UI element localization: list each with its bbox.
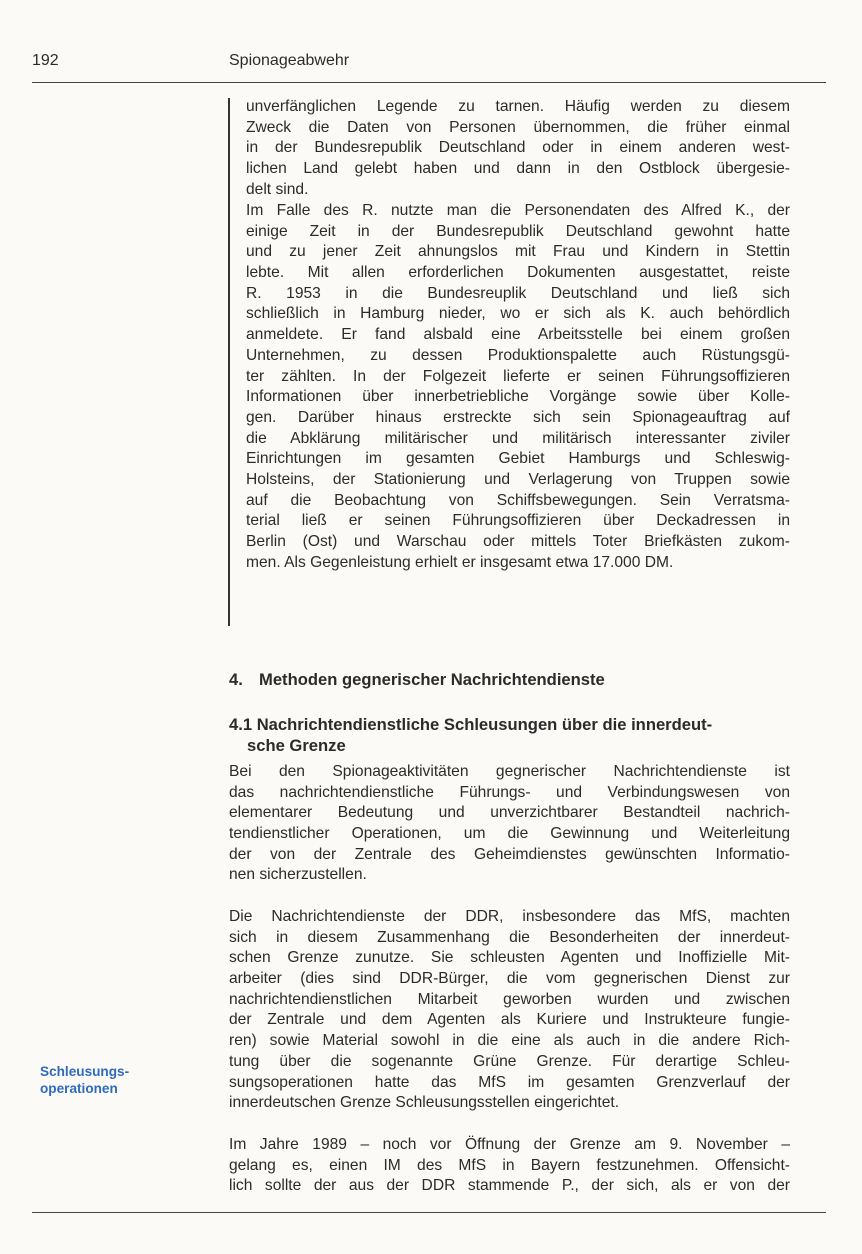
body-paragraph-2	[229, 907, 790, 1114]
text-line: innerdeutschen Grenze Schleusungsstellen eingerichtet.	[229, 1094, 620, 1112]
text-line: arbeiter (dies sind DDR-Bürger, die vom gegnerischen Dienst zur	[229, 970, 790, 988]
subsection-heading	[229, 714, 712, 756]
text-line: lich sollte der aus der DDR stammende P., der sich, als er von der	[229, 1177, 790, 1195]
text-line: Die Nachrichtendienste der DDR, insbesondere das MfS, machten	[229, 908, 790, 925]
text-line: men. Als Gegenleistung erhielt er insgesamt etwa 17.000 DM.	[246, 553, 674, 571]
text-line: Holsteins, der Stationierung und Verlagerung von Truppen sowie	[246, 470, 790, 488]
text-line: unverfänglichen Legende zu tarnen. Häufig werden zu diesem	[246, 98, 790, 115]
margin-note-line-2: operationen	[40, 1081, 118, 1096]
text-line: gen. Darüber hinaus erstreckte sich sein Spionageauftrag auf	[246, 408, 790, 426]
text-line: auf die Beobachtung von Schiffsbewegungen. Sein Verratsma-	[246, 491, 790, 509]
page-number: 192	[32, 52, 59, 69]
text-line: Berlin (Ost) und Warschau oder mittels Toter Briefkästen zukom-	[246, 533, 790, 550]
section-title: Methoden gegnerischer Nachrichtendienste	[259, 670, 605, 689]
section-heading	[229, 670, 605, 690]
text-line: Bei den Spionageaktivitäten gegnerischer Nachrichtendienste ist	[229, 763, 790, 780]
subsection-title-line-2: sche Grenze	[247, 736, 346, 755]
margin-note-line-1: Schleusungs-	[40, 1064, 130, 1079]
text-line: tendienstlicher Operationen, um die Gewinnung und Weiterleitung	[229, 825, 790, 843]
text-line: das nachrichtendienstliche Führungs- und Verbindungswesen von	[229, 783, 790, 801]
text-line: einige Zeit in der Bundesrepublik Deutschland gewohnt hatte	[246, 222, 790, 240]
margin-note	[40, 1063, 129, 1097]
text-line: und zu jener Zeit ahnungslos mit Frau und Kindern in Stettin	[246, 243, 790, 261]
text-line: sich in diesem Zusammenhang die Besonderheiten der innerdeut-	[229, 928, 790, 946]
text-line: delt sind.	[246, 180, 309, 198]
quote-paragraph-1	[246, 97, 790, 200]
text-line: ren) sowie Material sowohl in die eine als auch in die andere Rich-	[229, 1032, 790, 1050]
text-line: nachrichtendienstlichen Mitarbeit geworben wurden und zwischen	[229, 990, 790, 1008]
text-line: die Abklärung militärischer und militärisch interessanter ziviler	[246, 429, 790, 447]
text-line: R. 1953 in die Bundesreuplik Deutschland und ließ sich	[246, 284, 790, 302]
text-line: Zweck die Daten von Personen übernommen, die früher einmal	[246, 118, 790, 136]
text-line: Im Jahre 1989 – noch vor Öffnung der Grenze am 9. November –	[229, 1136, 790, 1153]
text-line: schließlich in Hamburg nieder, wo er sich als K. auch behördlich	[246, 305, 790, 323]
text-line: terial ließ er seinen Führungsoffizieren über Deckadressen in	[246, 512, 790, 530]
text-line: elementarer Bedeutung und unverzichtbarer Bestandteil nachrich-	[229, 804, 790, 822]
text-line: der von der Zentrale des Geheimdienstes gewünschten Informatio-	[229, 845, 790, 863]
text-line: lebte. Mit allen erforderlichen Dokumenten ausgestattet, reiste	[246, 264, 790, 282]
text-line: Im Falle des R. nutzte man die Personendaten des Alfred K., der	[246, 202, 790, 219]
text-line: anmeldete. Er fand alsbald eine Arbeitsstelle bei einem großen	[246, 326, 790, 344]
text-line: Einrichtungen im gesamten Gebiet Hamburgs und Schleswig-	[246, 450, 790, 468]
text-line: ter zählten. In der Folgezeit lieferte er seinen Führungsoffizieren	[246, 367, 790, 385]
text-line: tung über die sogenannte Grüne Grenze. Für derartige Schleu-	[229, 1052, 790, 1070]
text-line: schen Grenze zunutze. Sie schleusten Agenten und Inoffizielle Mit-	[229, 949, 790, 967]
subsection-number: 4.1	[229, 715, 253, 734]
text-line: sungsoperationen hatte das MfS im gesamten Grenzverlauf der	[229, 1073, 790, 1091]
text-line: gelang es, einen IM des MfS in Bayern festzunehmen. Offensicht-	[229, 1156, 790, 1174]
subsection-title-line-1: Nachrichtendienstliche Schleusungen über die innerdeut-	[256, 715, 713, 734]
footer-rule	[32, 1212, 826, 1213]
body-paragraph-3	[229, 1135, 790, 1197]
section-number: 4.	[229, 670, 243, 689]
quote-bar	[228, 98, 230, 626]
quote-paragraph-2	[246, 201, 790, 573]
text-line: Informationen über innerbetriebliche Vorgänge sowie über Kolle-	[246, 388, 790, 406]
text-line: nen sicherzustellen.	[229, 866, 367, 884]
text-line: der Zentrale und dem Agenten als Kuriere und Instrukteure fungie-	[229, 1011, 790, 1029]
text-line: Unternehmen, zu dessen Produktionspalette auch Rüstungsgü-	[246, 346, 790, 364]
text-line: in der Bundesrepublik Deutschland oder in einem anderen west-	[246, 139, 790, 157]
header-rule	[32, 82, 826, 83]
running-title: Spionageabwehr	[229, 52, 350, 69]
text-line: lichen Land gelebt haben und dann in den Ostblock übergesie-	[246, 160, 790, 178]
body-paragraph-1	[229, 762, 790, 886]
